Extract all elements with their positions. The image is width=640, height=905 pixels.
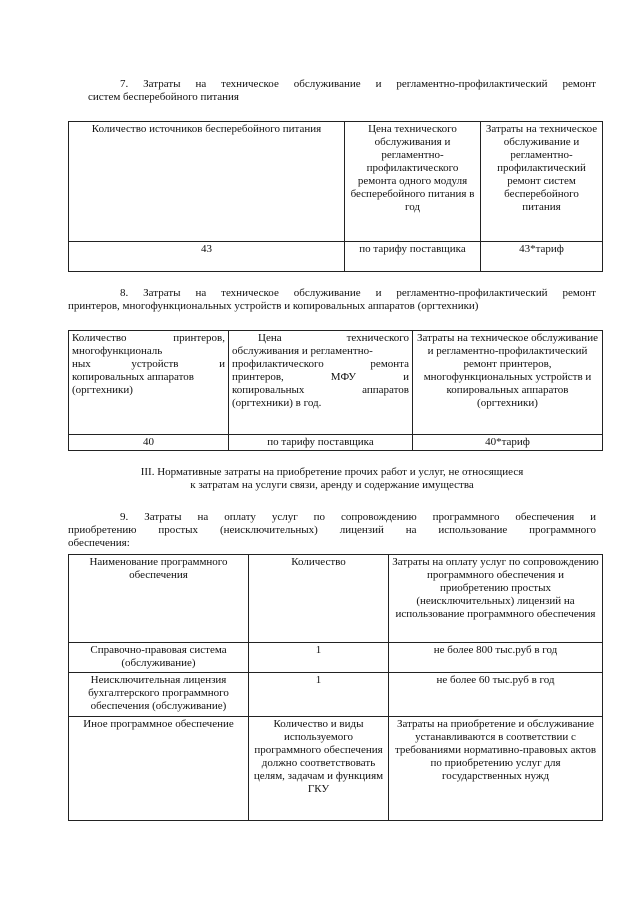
cell: Количество и виды используемого программного обеспечения должно соответствовать целям, задачам и функциям ГКУ [249,717,389,821]
cell: не более 60 тыс.руб в год [389,673,603,717]
cell: 1 [249,673,389,717]
header-cell: Количество [249,555,389,643]
header-cell: Цена технического обслуживания и регламентно-профилактического ремонта одного модуля бесперебойного питания в год [345,122,481,242]
header-cell: Количество источников бесперебойного питания [69,122,345,242]
cell: Справочно-правовая система (обслуживание) [69,643,249,673]
cell: 43 [69,242,345,272]
cell: 1 [249,643,389,673]
table-row [69,673,603,717]
section9-heading: 9. Затраты на оплату услуг по сопровождению программного обеспечения и приобретению простых (неисключительных) лицензий на использование программного обеспечения: [68,511,596,549]
cell: Неисключительная лицензия бухгалтерского программного обеспечения (обслуживание) [69,673,249,717]
cell: по тарифу поставщика [345,242,481,272]
cell: 40*тариф [413,435,603,451]
cell: Затраты на приобретение и обслуживание устанавливаются в соответствии с требованиями нормативно-правовых актов по приобретению услуг для государственных нужд [389,717,603,821]
software-table [68,554,603,821]
table-row [69,717,603,821]
header-cell: Затраты на техническое обслуживание и регламентно-профилактический ремонт систем бесперебойного питания [481,122,603,242]
table-header-row [69,331,603,435]
cell: 40 [69,435,229,451]
section8-heading: 8. Затраты на техническое обслуживание и регламентно-профилактический ремонт принтеров, многофункциональных устройств и копировальных аппаратов (оргтехники) [68,287,596,312]
section3-title: III. Нормативные затраты на приобретение прочих работ и услуг, не относящиеся к затратам на услуги связи, аренду и содержание имущества [140,466,524,491]
table-row [69,242,603,272]
cell: 43*тариф [481,242,603,272]
header-cell: Затраты на техническое обслуживание и регламентно-профилактический ремонт принтеров, многофункциональных устройств и копировальных аппаратов (оргтехники) [413,331,603,435]
header-cell: Цена технического обслуживания и регламентно- профилактического ремонта принтеров, МФУ и копировальных аппаратов (оргтехники) в год. [229,331,413,435]
ups-table [68,121,603,272]
printers-table [68,330,603,451]
table-row [69,435,603,451]
header-cell: Количество принтеров, многофункциональ ных устройств и копировальных аппаратов (оргтехники) [69,331,229,435]
cell: по тарифу поставщика [229,435,413,451]
cell: Иное программное обеспечение [69,717,249,821]
header-cell: Затраты на оплату услуг по сопровождению программного обеспечения и приобретению простых (неисключительных) лицензий на использование программного обеспечения [389,555,603,643]
table-header-row [69,122,603,242]
cell: не более 800 тыс.руб в год [389,643,603,673]
table-row [69,643,603,673]
section7-heading: 7. Затраты на техническое обслуживание и регламентно-профилактический ремонт систем бесперебойного питания [88,78,596,103]
header-cell: Наименование программного обеспечения [69,555,249,643]
table-header-row [69,555,603,643]
